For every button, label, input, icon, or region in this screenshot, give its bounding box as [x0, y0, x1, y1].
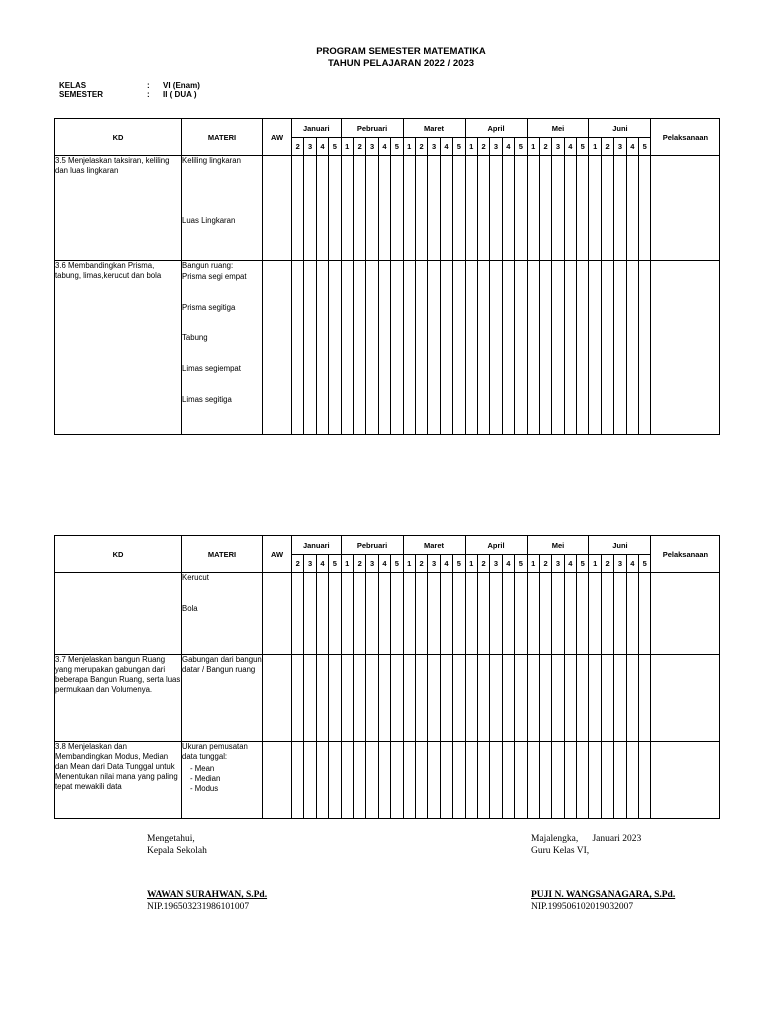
week-cell	[601, 261, 613, 435]
week-cell	[527, 156, 539, 261]
week-cell	[316, 156, 328, 261]
week-number: 5	[577, 138, 589, 156]
week-cell	[353, 655, 365, 742]
week-number: 4	[378, 138, 390, 156]
page-subtitle: TAHUN PELAJARAN 2022 / 2023	[327, 58, 475, 69]
pelaksanaan-header: Pelaksanaan	[651, 119, 720, 156]
aw-header: AW	[263, 536, 292, 573]
week-cell	[391, 156, 403, 261]
week-number: 4	[626, 555, 638, 573]
week-cell	[527, 261, 539, 435]
week-number: 2	[601, 138, 613, 156]
week-cell	[552, 742, 564, 819]
guru-kelas-text: Guru Kelas VI,	[531, 846, 590, 856]
week-cell	[440, 655, 452, 742]
week-number: 1	[341, 138, 353, 156]
week-cell	[539, 261, 551, 435]
week-cell	[626, 156, 638, 261]
materi-item: Limas segiempat	[182, 364, 241, 373]
kepala-sekolah-nip: NIP.196503231986101007	[147, 902, 250, 912]
week-cell	[477, 742, 489, 819]
week-number: 4	[378, 555, 390, 573]
week-cell	[589, 261, 601, 435]
week-cell	[601, 573, 613, 655]
week-number: 2	[539, 555, 551, 573]
week-cell	[329, 156, 341, 261]
week-number: 5	[639, 555, 651, 573]
week-cell	[564, 742, 576, 819]
week-number: 5	[329, 555, 341, 573]
materi-header: MATERI	[182, 119, 263, 156]
week-number: 5	[391, 555, 403, 573]
week-cell	[465, 261, 477, 435]
month-header: Januari	[292, 536, 342, 555]
table-row	[55, 573, 720, 655]
week-cell	[366, 573, 378, 655]
week-number: 3	[490, 555, 502, 573]
pelaksanaan-cell	[651, 573, 720, 655]
week-cell	[341, 156, 353, 261]
materi-item: Prisma segitiga	[182, 303, 236, 312]
week-cell	[428, 655, 440, 742]
week-cell	[440, 261, 452, 435]
week-cell	[304, 573, 316, 655]
week-cell	[564, 573, 576, 655]
week-cell	[391, 573, 403, 655]
bullet-item: - Mean	[190, 764, 262, 774]
week-number: 3	[614, 138, 626, 156]
semester-row	[59, 90, 196, 99]
week-cell	[428, 573, 440, 655]
week-cell	[477, 261, 489, 435]
week-cell	[502, 261, 514, 435]
materi-item: Luas Lingkaran	[182, 216, 236, 225]
bullet-item: - Modus	[190, 784, 262, 794]
week-cell	[316, 655, 328, 742]
week-number: 3	[366, 555, 378, 573]
month-header: Januari	[292, 119, 342, 138]
week-number: 2	[415, 555, 427, 573]
signature-right-name-block	[531, 889, 675, 913]
week-cell	[292, 573, 304, 655]
aw-cell	[263, 573, 292, 655]
kd-cell	[55, 573, 182, 655]
week-cell	[415, 261, 427, 435]
kd-header: KD	[55, 536, 182, 573]
month-header: Pebruari	[341, 536, 403, 555]
materi-bullets	[182, 764, 262, 794]
week-cell	[477, 655, 489, 742]
table-row	[55, 655, 720, 742]
week-cell	[391, 261, 403, 435]
week-cell	[564, 156, 576, 261]
week-number: 4	[316, 555, 328, 573]
week-cell	[316, 573, 328, 655]
week-cell	[490, 156, 502, 261]
week-cell	[626, 261, 638, 435]
month-header: April	[465, 536, 527, 555]
page-title: PROGRAM SEMESTER MATEMATIKA	[316, 46, 486, 57]
week-cell	[490, 261, 502, 435]
materi-item: Ukuran pemusatan data tunggal:	[182, 742, 248, 761]
signature-left	[147, 833, 207, 857]
pelaksanaan-header: Pelaksanaan	[651, 536, 720, 573]
aw-cell	[263, 156, 292, 261]
week-number: 5	[453, 138, 465, 156]
materi-cell	[182, 742, 263, 819]
week-cell	[304, 742, 316, 819]
signature-left-name-block	[147, 889, 267, 913]
materi-item: Bangun ruang:	[182, 261, 234, 270]
month-header: Maret	[403, 119, 465, 138]
week-cell	[341, 261, 353, 435]
materi-header: MATERI	[182, 536, 263, 573]
table2-header-row	[55, 536, 720, 555]
materi-cell	[182, 573, 263, 655]
materi-item: Bola	[182, 604, 198, 613]
month-header: Juni	[589, 536, 651, 555]
week-cell	[552, 573, 564, 655]
table-row	[55, 261, 720, 435]
week-number: 1	[341, 555, 353, 573]
week-cell	[415, 156, 427, 261]
week-number: 1	[465, 138, 477, 156]
week-cell	[428, 156, 440, 261]
week-number: 1	[589, 555, 601, 573]
week-cell	[527, 573, 539, 655]
week-cell	[378, 156, 390, 261]
week-cell	[527, 655, 539, 742]
week-number: 5	[577, 555, 589, 573]
week-cell	[316, 261, 328, 435]
week-cell	[539, 742, 551, 819]
week-number: 4	[564, 555, 576, 573]
week-cell	[515, 156, 527, 261]
materi-cell	[182, 261, 263, 435]
week-number: 1	[465, 555, 477, 573]
week-cell	[639, 655, 651, 742]
week-number: 1	[403, 138, 415, 156]
month-header: Juni	[589, 119, 651, 138]
guru-kelas-name: PUJI N. WANGSANAGARA, S.Pd.	[531, 890, 676, 900]
week-cell	[440, 156, 452, 261]
pelaksanaan-cell	[651, 742, 720, 819]
week-number: 4	[564, 138, 576, 156]
month-header: Maret	[403, 536, 465, 555]
kd-text: 3.6 Membandingkan Prisma, tabung, limas,kerucut dan bola	[55, 261, 162, 280]
week-cell	[292, 156, 304, 261]
kd-header: KD	[55, 119, 182, 156]
week-cell	[490, 655, 502, 742]
week-number: 4	[316, 138, 328, 156]
materi-item: Keliling lingkaran	[182, 156, 241, 165]
week-cell	[378, 655, 390, 742]
week-cell	[465, 156, 477, 261]
week-cell	[366, 742, 378, 819]
week-number: 4	[502, 138, 514, 156]
week-cell	[440, 573, 452, 655]
week-cell	[292, 742, 304, 819]
week-number: 2	[477, 138, 489, 156]
week-number: 3	[552, 138, 564, 156]
week-cell	[614, 742, 626, 819]
week-number: 4	[440, 555, 452, 573]
week-cell	[366, 156, 378, 261]
week-cell	[391, 742, 403, 819]
week-cell	[415, 573, 427, 655]
week-cell	[378, 261, 390, 435]
week-cell	[577, 261, 589, 435]
week-cell	[589, 573, 601, 655]
mengetahui-text: Mengetahui,	[147, 834, 195, 844]
week-cell	[465, 655, 477, 742]
table-row	[55, 742, 720, 819]
week-number: 1	[527, 555, 539, 573]
week-cell	[601, 655, 613, 742]
week-cell	[428, 742, 440, 819]
materi-item: Gabungan dari bangun datar / Bangun ruang	[182, 655, 262, 674]
week-number: 4	[502, 555, 514, 573]
kd-cell	[55, 156, 182, 261]
bullet-item: - Median	[190, 774, 262, 784]
kd-text: 3.7 Menjelaskan bangun Ruang yang merupakan gabungan dari beberapa Bangun Ruang, serta luas permukaan dan Volumenya.	[55, 655, 181, 694]
kd-text: 3.8 Menjelaskan dan Membandingkan Modus, Median dan Mean dari Data Tunggal untuk Menentukan nilai mana yang paling tepat mewakili data	[55, 742, 178, 791]
week-cell	[440, 742, 452, 819]
materi-item: Tabung	[182, 333, 208, 342]
week-number: 3	[366, 138, 378, 156]
week-cell	[366, 655, 378, 742]
month-header: Mei	[527, 536, 589, 555]
week-cell	[515, 742, 527, 819]
week-number: 2	[292, 555, 304, 573]
week-number: 2	[292, 138, 304, 156]
week-number: 5	[639, 138, 651, 156]
semester-label: SEMESTER	[59, 90, 104, 99]
week-number: 2	[353, 138, 365, 156]
aw-cell	[263, 261, 292, 435]
kd-cell	[55, 261, 182, 435]
month-header: Pebruari	[341, 119, 403, 138]
kd-text: 3.5 Menjelaskan taksiran, keliling dan luas lingkaran	[55, 156, 170, 175]
week-cell	[515, 261, 527, 435]
week-number: 3	[490, 138, 502, 156]
week-number: 5	[453, 555, 465, 573]
aw-header: AW	[263, 119, 292, 156]
week-cell	[577, 742, 589, 819]
pelaksanaan-cell	[651, 261, 720, 435]
week-number: 5	[329, 138, 341, 156]
week-cell	[403, 573, 415, 655]
week-cell	[465, 742, 477, 819]
week-cell	[304, 655, 316, 742]
week-number: 2	[353, 555, 365, 573]
aw-cell	[263, 742, 292, 819]
week-cell	[639, 156, 651, 261]
week-cell	[353, 573, 365, 655]
week-number: 3	[614, 555, 626, 573]
semester-value: II ( DUA )	[163, 90, 197, 99]
week-cell	[539, 655, 551, 742]
schedule-table-1	[54, 118, 720, 435]
semester-colon: :	[147, 90, 150, 99]
materi-item: Kerucut	[182, 573, 209, 582]
week-number: 1	[527, 138, 539, 156]
week-cell	[477, 156, 489, 261]
place-date-text: Majalengka, Januari 2023	[531, 834, 642, 844]
week-cell	[614, 573, 626, 655]
week-cell	[639, 742, 651, 819]
week-cell	[378, 573, 390, 655]
week-cell	[539, 156, 551, 261]
week-cell	[341, 573, 353, 655]
table-row	[55, 156, 720, 261]
aw-cell	[263, 655, 292, 742]
week-cell	[502, 742, 514, 819]
week-cell	[329, 742, 341, 819]
pelaksanaan-cell	[651, 655, 720, 742]
week-number: 3	[304, 138, 316, 156]
week-cell	[403, 156, 415, 261]
week-cell	[403, 742, 415, 819]
materi-cell	[182, 156, 263, 261]
materi-cell	[182, 655, 263, 742]
week-cell	[415, 742, 427, 819]
week-cell	[453, 742, 465, 819]
materi-item: Prisma segi empat	[182, 272, 247, 281]
week-number: 2	[415, 138, 427, 156]
week-cell	[601, 156, 613, 261]
week-cell	[329, 573, 341, 655]
week-cell	[502, 655, 514, 742]
week-cell	[341, 742, 353, 819]
week-cell	[577, 655, 589, 742]
week-cell	[403, 655, 415, 742]
week-cell	[552, 655, 564, 742]
week-number: 2	[601, 555, 613, 573]
week-cell	[515, 655, 527, 742]
kelas-colon: :	[147, 81, 150, 90]
week-cell	[601, 742, 613, 819]
kepala-sekolah-text: Kepala Sekolah	[147, 846, 207, 856]
week-cell	[639, 573, 651, 655]
week-number: 3	[428, 555, 440, 573]
kelas-value: VI (Enam)	[163, 81, 200, 90]
week-cell	[453, 156, 465, 261]
week-cell	[502, 156, 514, 261]
week-cell	[403, 261, 415, 435]
week-cell	[490, 573, 502, 655]
week-number: 5	[515, 138, 527, 156]
month-header: April	[465, 119, 527, 138]
week-number: 4	[626, 138, 638, 156]
week-cell	[564, 655, 576, 742]
week-cell	[304, 261, 316, 435]
table1-header-row	[55, 119, 720, 138]
week-cell	[589, 156, 601, 261]
week-cell	[353, 156, 365, 261]
week-cell	[415, 655, 427, 742]
guru-kelas-nip: NIP.199506102019032007	[531, 902, 634, 912]
week-number: 2	[539, 138, 551, 156]
week-number: 3	[304, 555, 316, 573]
week-cell	[552, 261, 564, 435]
week-cell	[626, 573, 638, 655]
month-header: Mei	[527, 119, 589, 138]
week-cell	[453, 655, 465, 742]
week-cell	[304, 156, 316, 261]
week-cell	[626, 655, 638, 742]
kd-cell	[55, 742, 182, 819]
week-cell	[292, 655, 304, 742]
week-number: 3	[428, 138, 440, 156]
week-cell	[453, 261, 465, 435]
week-cell	[341, 655, 353, 742]
week-cell	[366, 261, 378, 435]
week-cell	[329, 261, 341, 435]
week-cell	[614, 261, 626, 435]
week-cell	[614, 655, 626, 742]
week-cell	[477, 573, 489, 655]
week-cell	[515, 573, 527, 655]
materi-item: Limas segitiga	[182, 395, 232, 404]
week-cell	[453, 573, 465, 655]
week-cell	[552, 156, 564, 261]
week-cell	[626, 742, 638, 819]
week-cell	[490, 742, 502, 819]
week-cell	[329, 655, 341, 742]
week-cell	[378, 742, 390, 819]
week-cell	[639, 261, 651, 435]
week-cell	[539, 573, 551, 655]
kelas-label: KELAS	[59, 81, 87, 90]
pelaksanaan-cell	[651, 156, 720, 261]
kd-cell	[55, 655, 182, 742]
week-cell	[353, 261, 365, 435]
kelas-row	[59, 81, 200, 90]
week-cell	[564, 261, 576, 435]
week-cell	[577, 573, 589, 655]
week-cell	[589, 742, 601, 819]
week-number: 1	[589, 138, 601, 156]
week-number: 4	[440, 138, 452, 156]
week-cell	[292, 261, 304, 435]
kepala-sekolah-name: WAWAN SURAHWAN, S.Pd.	[147, 890, 268, 900]
schedule-table-2	[54, 535, 720, 819]
week-number: 1	[403, 555, 415, 573]
week-number: 3	[552, 555, 564, 573]
week-cell	[428, 261, 440, 435]
week-cell	[589, 655, 601, 742]
signature-right	[531, 833, 641, 857]
week-cell	[391, 655, 403, 742]
week-cell	[465, 573, 477, 655]
week-cell	[353, 742, 365, 819]
week-cell	[577, 156, 589, 261]
week-cell	[614, 156, 626, 261]
week-cell	[502, 573, 514, 655]
week-number: 5	[515, 555, 527, 573]
week-number: 2	[477, 555, 489, 573]
week-cell	[316, 742, 328, 819]
week-number: 5	[391, 138, 403, 156]
week-cell	[527, 742, 539, 819]
